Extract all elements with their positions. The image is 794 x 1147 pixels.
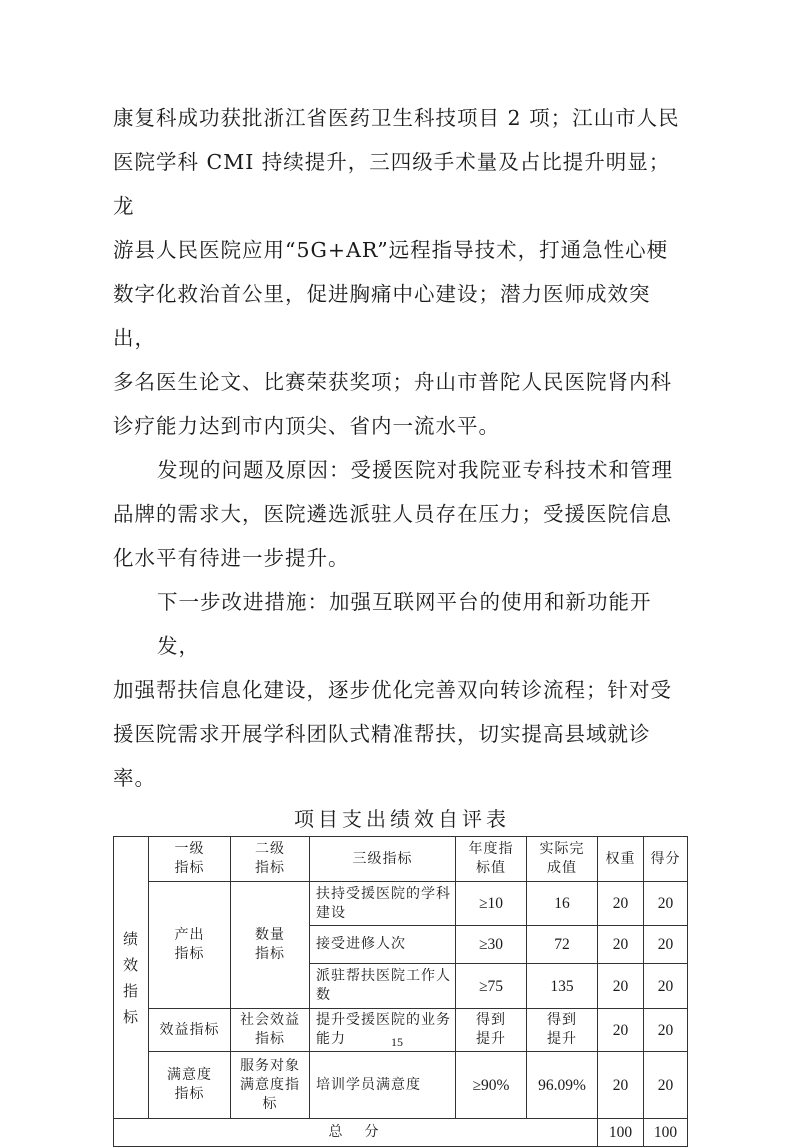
target-cell: ≥30 [456,926,527,964]
header-score: 得分 [644,837,688,882]
header-weight: 权重 [598,837,644,882]
actual-cell: 135 [527,964,598,1009]
total-label: 总 分 [114,1119,598,1147]
text-line: 加强帮扶信息化建设，逐步优化完善双向转诊流程；针对受 [113,678,672,702]
header-actual: 实际完成值 [527,837,598,882]
score-cell: 20 [644,926,688,964]
benefit-level2: 社会效益指标 [231,1009,310,1052]
target-cell: ≥90% [456,1052,527,1119]
text-line: 化水平有待进一步提升。 [113,546,350,570]
output-level1: 产出指标 [149,882,231,1009]
text-line: 医院学科 CMI 持续提升，三四级手术量及占比提升明显；龙 [113,150,671,218]
indicator-cell: 培训学员满意度 [310,1052,456,1119]
weight-cell: 20 [598,882,644,926]
target-cell: ≥10 [456,882,527,926]
text-line: 援医院需求开展学科团队式精准帮扶，切实提高县域就诊率。 [113,722,651,790]
satisfaction-level1: 满意度指标 [149,1052,231,1119]
header-level3: 三级指标 [310,837,456,882]
text-line: 康复科成功获批浙江省医药卫生科技项目 2 项；江山市人民 [113,106,680,130]
score-cell: 20 [644,964,688,1009]
indicator-cell: 扶持受援医院的学科建设 [310,882,456,926]
score-cell: 20 [644,882,688,926]
side-label-cell [114,837,149,1119]
output-level2: 数量指标 [231,882,310,1009]
weight-cell: 20 [598,926,644,964]
text-line: 品牌的需求大，医院遴选派驻人员存在压力；受援医院信息 [113,502,672,526]
header-level1: 一级指标 [149,837,231,882]
weight-cell: 20 [598,1052,644,1119]
indicator-cell: 接受进修人次 [310,926,456,964]
target-cell: 得到提升 [456,1009,527,1052]
actual-cell: 得到提升 [527,1009,598,1052]
performance-table [113,836,688,1147]
side-label: 绩效指标 [123,929,140,1026]
text-line: 发现的问题及原因：受援医院对我院亚专科技术和管理 [157,458,673,482]
table-header-row [114,837,688,882]
score-cell: 20 [644,1052,688,1119]
total-weight: 100 [598,1119,644,1147]
header-target: 年度指标值 [456,837,527,882]
paragraph-achievements [113,96,691,448]
target-cell: ≥75 [456,964,527,1009]
benefit-level1: 效益指标 [149,1009,231,1052]
paragraph-problems [113,448,691,580]
actual-cell: 96.09% [527,1052,598,1119]
indicator-cell: 提升受援医院的业务能力 [310,1009,456,1052]
text-line: 数字化救治首公里，促进胸痛中心建设；潜力医师成效突出， [113,282,651,350]
score-cell: 20 [644,1009,688,1052]
header-level2: 二级指标 [231,837,310,882]
paragraph-improvements [113,580,691,800]
weight-cell: 20 [598,1009,644,1052]
satisfaction-level2: 服务对象满意度指标 [231,1052,310,1119]
table-row [114,882,688,926]
table-row [114,1052,688,1119]
table-title: 项目支出绩效自评表 [294,807,510,831]
text-line: 下一步改进措施：加强互联网平台的使用和新功能开发， [157,590,652,658]
weight-cell: 20 [598,964,644,1009]
text-line: 多名医生论文、比赛荣获奖项；舟山市普陀人民医院肾内科 [113,370,672,394]
text-line: 游县人民医院应用“5G+AR”远程指导技术，打通急性心梗 [113,238,669,262]
page-body [113,96,691,1147]
page-number: 15 [391,1035,403,1049]
text-line: 诊疗能力达到市内顶尖、省内一流水平。 [113,414,500,438]
total-score: 100 [644,1119,688,1147]
actual-cell: 72 [527,926,598,964]
actual-cell: 16 [527,882,598,926]
indicator-cell: 派驻帮扶医院工作人数 [310,964,456,1009]
